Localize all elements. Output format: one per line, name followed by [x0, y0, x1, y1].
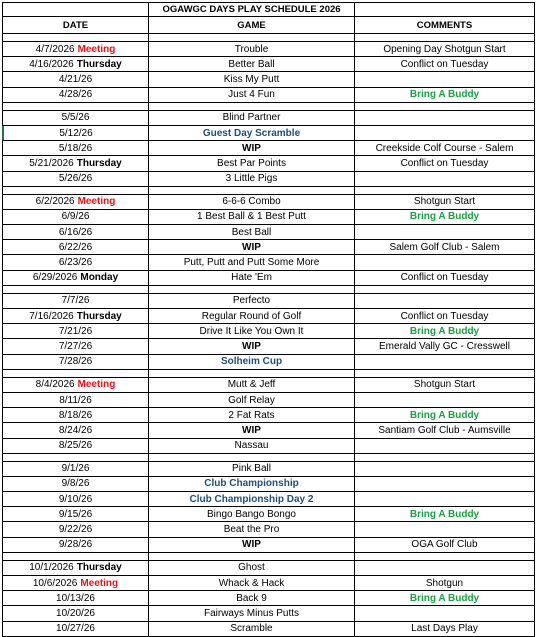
game-name: 2 Fat Rats	[228, 409, 275, 421]
game-cell[interactable]	[149, 309, 355, 323]
date-cell[interactable]	[2, 622, 149, 636]
date-cell[interactable]	[2, 439, 149, 453]
date-cell[interactable]	[2, 141, 149, 155]
game-cell[interactable]	[149, 294, 355, 308]
date-value: 10/20/26	[56, 607, 95, 619]
schedule-row	[2, 408, 535, 423]
date-value: 6/2/2026	[35, 196, 75, 208]
date-cell[interactable]	[2, 378, 149, 392]
comment-cell[interactable]	[355, 477, 535, 491]
comment-cell[interactable]	[355, 378, 535, 392]
comment-text: Conflict on Tuesday	[400, 157, 489, 169]
schedule-row	[2, 271, 535, 286]
comment-cell[interactable]	[355, 72, 535, 86]
date-cell[interactable]	[2, 271, 149, 285]
game-cell[interactable]	[149, 141, 355, 155]
date-cell[interactable]	[2, 492, 149, 506]
game-cell[interactable]	[149, 126, 355, 140]
date-value: 9/1/26	[61, 463, 90, 475]
date-value: 8/4/2026	[35, 379, 75, 391]
date-cell[interactable]	[2, 72, 149, 86]
game-cell[interactable]	[149, 591, 355, 605]
date-cell[interactable]	[2, 393, 149, 407]
spacer-cell[interactable]	[2, 454, 149, 461]
game-cell[interactable]	[149, 393, 355, 407]
game-cell[interactable]	[149, 57, 355, 71]
game-cell[interactable]	[149, 606, 355, 620]
header-row	[2, 17, 535, 34]
spacer-cell[interactable]	[149, 103, 355, 110]
game-name: Drive It Like You Own It	[199, 325, 304, 337]
game-cell[interactable]	[149, 492, 355, 506]
comment-text: Shotgun	[425, 577, 464, 589]
comment-cell[interactable]	[355, 88, 535, 102]
date-value: 9/15/26	[58, 508, 93, 520]
date-cell[interactable]	[2, 255, 149, 269]
schedule-row	[2, 439, 535, 454]
comment-cell[interactable]	[355, 294, 535, 308]
date-cell[interactable]	[2, 538, 149, 552]
game-cell[interactable]	[149, 324, 355, 338]
game-cell[interactable]	[149, 538, 355, 552]
comment-text: OGA Golf Club	[411, 539, 478, 551]
game-name: Hate 'Em	[231, 272, 272, 284]
spacer-cell[interactable]	[149, 553, 355, 560]
schedule-row	[2, 462, 535, 477]
date-cell[interactable]	[2, 172, 149, 186]
schedule-row	[2, 141, 535, 156]
date-value: 5/5/26	[61, 112, 90, 124]
date-cell[interactable]	[2, 225, 149, 239]
comment-cell[interactable]	[355, 255, 535, 269]
schedule-title[interactable]: OGAWGC DAYS PLAY SCHEDULE 2026	[149, 3, 355, 16]
spacer-row	[2, 454, 535, 462]
date-cell[interactable]	[2, 195, 149, 209]
game-cell[interactable]	[149, 111, 355, 125]
date-note: Meeting	[80, 577, 119, 589]
game-cell[interactable]	[149, 210, 355, 224]
schedule-row	[2, 156, 535, 171]
comment-cell[interactable]	[355, 339, 535, 353]
comment-cell[interactable]	[355, 423, 535, 437]
spacer-cell[interactable]	[355, 370, 535, 377]
comment-text: Conflict on Tuesday	[400, 310, 489, 322]
date-note: Thursday	[76, 562, 122, 574]
game-cell[interactable]	[149, 561, 355, 575]
comment-text: Emerald Vally GC - Cresswell	[379, 340, 510, 352]
date-value: 5/21/2026	[29, 157, 74, 169]
date-value: 4/28/26	[58, 89, 93, 101]
date-cell[interactable]	[2, 591, 149, 605]
comment-cell[interactable]	[355, 324, 535, 338]
date-note: Meeting	[77, 43, 116, 55]
schedule-sheet	[2, 2, 535, 637]
schedule-row	[2, 378, 535, 393]
game-name: Solheim Cup	[220, 356, 283, 368]
comments-header[interactable]: COMMENTS	[355, 17, 535, 33]
schedule-row	[2, 57, 535, 72]
spacer-cell[interactable]	[149, 286, 355, 293]
date-cell[interactable]	[2, 576, 149, 590]
schedule-row	[2, 255, 535, 270]
schedule-row	[2, 111, 535, 126]
date-value: 4/7/2026	[35, 43, 75, 55]
schedule-row	[2, 88, 535, 103]
game-name: Bingo Bango Bongo	[207, 508, 296, 520]
date-cell[interactable]	[2, 240, 149, 254]
spacer-cell[interactable]	[2, 286, 149, 293]
comment-cell[interactable]	[355, 538, 535, 552]
spacer-cell[interactable]	[149, 187, 355, 194]
schedule-row	[2, 622, 535, 637]
date-note: Monday	[80, 272, 119, 284]
schedule-row	[2, 225, 535, 240]
comment-text: Santiam Golf Club - Aumsville	[378, 424, 511, 436]
comment-cell[interactable]	[355, 225, 535, 239]
comment-cell[interactable]	[355, 462, 535, 476]
date-cell[interactable]	[2, 210, 149, 224]
date-value: 4/21/26	[58, 73, 93, 85]
comment-text: Salem Golf Club - Salem	[389, 241, 500, 253]
date-value: 7/16/2026	[29, 310, 74, 322]
comment-cell[interactable]	[355, 591, 535, 605]
game-name: Best Ball	[231, 226, 272, 238]
game-cell[interactable]	[149, 255, 355, 269]
comment-text: Creekside Colf Course - Salem	[375, 142, 514, 154]
schedule-row	[2, 393, 535, 408]
comment-cell[interactable]	[355, 576, 535, 590]
date-value: 9/10/26	[58, 493, 93, 505]
game-name: Blind Partner	[222, 112, 281, 124]
date-value: 10/6/2026	[32, 577, 78, 589]
spacer-cell[interactable]	[2, 370, 149, 377]
date-value: 7/28/26	[58, 356, 93, 368]
date-cell[interactable]	[2, 126, 149, 140]
date-value: 6/23/26	[58, 257, 93, 269]
spacer-row	[2, 34, 535, 42]
game-name: Mutt & Jeff	[227, 379, 276, 391]
date-cell[interactable]	[2, 156, 149, 170]
spacer-cell[interactable]	[2, 34, 149, 41]
comment-cell[interactable]	[355, 408, 535, 422]
date-value: 8/25/26	[58, 440, 93, 452]
comment-cell[interactable]	[355, 141, 535, 155]
date-value: 8/11/26	[59, 394, 92, 406]
schedule-row	[2, 538, 535, 553]
game-cell[interactable]	[149, 477, 355, 491]
date-note: Thursday	[76, 310, 122, 322]
game-name: Best Par Points	[217, 157, 286, 169]
comment-cell[interactable]	[355, 172, 535, 186]
spacer-cell[interactable]	[149, 454, 355, 461]
title-row	[2, 2, 535, 17]
comment-cell[interactable]	[355, 195, 535, 209]
comment-text: Bring A Buddy	[409, 211, 480, 223]
date-cell[interactable]	[2, 111, 149, 125]
date-value: 7/21/26	[58, 325, 93, 337]
game-name: WIP	[242, 241, 261, 253]
schedule-row	[2, 477, 535, 492]
comment-cell[interactable]	[355, 561, 535, 575]
schedule-row	[2, 507, 535, 522]
spacer-cell[interactable]	[2, 553, 149, 560]
schedule-row	[2, 42, 535, 57]
game-name: Putt, Putt and Putt Some More	[183, 257, 320, 269]
schedule-row	[2, 195, 535, 210]
game-cell[interactable]	[149, 72, 355, 86]
game-cell[interactable]	[149, 240, 355, 254]
game-cell[interactable]	[149, 423, 355, 437]
game-cell[interactable]	[149, 355, 355, 369]
date-cell[interactable]	[2, 324, 149, 338]
comment-text: Opening Day Shotgun Start	[383, 43, 506, 55]
comment-text: Bring A Buddy	[409, 592, 480, 604]
comment-text: Conflict on Tuesday	[400, 272, 489, 284]
schedule-row	[2, 294, 535, 309]
date-cell[interactable]	[2, 408, 149, 422]
date-cell[interactable]	[2, 57, 149, 71]
schedule-row	[2, 576, 535, 591]
game-cell[interactable]	[149, 172, 355, 186]
schedule-row	[2, 324, 535, 339]
comment-cell[interactable]	[355, 57, 535, 71]
game-name: WIP	[242, 539, 261, 551]
comment-cell[interactable]	[355, 210, 535, 224]
date-value: 6/22/26	[58, 241, 93, 253]
date-cell[interactable]	[2, 294, 149, 308]
game-name: Scramble	[230, 623, 273, 635]
game-cell[interactable]	[149, 408, 355, 422]
game-cell[interactable]	[149, 339, 355, 353]
schedule-row	[2, 492, 535, 507]
spacer-row	[2, 553, 535, 561]
comment-cell[interactable]	[355, 522, 535, 536]
schedule-rows	[2, 34, 535, 637]
spacer-cell[interactable]	[355, 187, 535, 194]
game-name: Beat the Pro	[223, 524, 280, 536]
comment-cell[interactable]	[355, 126, 535, 140]
game-cell[interactable]	[149, 439, 355, 453]
date-value: 10/1/2026	[29, 562, 74, 574]
game-name: Back 9	[236, 592, 267, 604]
spacer-cell[interactable]	[2, 187, 149, 194]
spacer-cell[interactable]	[149, 370, 355, 377]
date-cell[interactable]	[2, 462, 149, 476]
comment-cell[interactable]	[355, 507, 535, 521]
spacer-cell[interactable]	[149, 34, 355, 41]
spacer-row	[2, 370, 535, 378]
comment-text: Bring A Buddy	[409, 409, 480, 421]
game-cell[interactable]	[149, 156, 355, 170]
schedule-row	[2, 423, 535, 438]
comment-cell[interactable]	[355, 492, 535, 506]
spacer-cell[interactable]	[355, 34, 535, 41]
game-name: Pink Ball	[232, 463, 271, 475]
comment-text: Last Days Play	[411, 623, 478, 635]
game-name: Whack & Hack	[218, 577, 285, 589]
game-name: 1 Best Ball & 1 Best Putt	[197, 211, 306, 223]
date-note: Meeting	[77, 379, 116, 391]
date-value: 5/26/26	[58, 173, 93, 185]
date-value: 5/18/26	[58, 142, 93, 154]
game-name: Kiss My Putt	[223, 73, 280, 85]
schedule-row	[2, 339, 535, 354]
comment-text: Shotgun Start	[413, 196, 476, 208]
title-blank-cell[interactable]	[355, 3, 535, 16]
game-name: Fairways Minus Putts	[203, 607, 300, 619]
comment-text: Bring A Buddy	[409, 508, 480, 520]
game-cell[interactable]	[149, 622, 355, 636]
schedule-row	[2, 591, 535, 606]
schedule-row	[2, 522, 535, 537]
spacer-cell[interactable]	[355, 103, 535, 110]
date-value: 8/18/26	[58, 409, 93, 421]
date-cell[interactable]	[2, 477, 149, 491]
comment-cell[interactable]	[355, 42, 535, 56]
game-cell[interactable]	[149, 522, 355, 536]
game-cell[interactable]	[149, 507, 355, 521]
game-name: Trouble	[234, 43, 269, 55]
date-value: 10/13/26	[56, 592, 95, 604]
date-cell[interactable]	[2, 423, 149, 437]
spacer-cell[interactable]	[355, 454, 535, 461]
game-name: WIP	[242, 142, 261, 154]
schedule-row	[2, 561, 535, 576]
date-cell[interactable]	[2, 606, 149, 620]
spacer-cell[interactable]	[355, 286, 535, 293]
game-name: Regular Round of Golf	[201, 310, 302, 322]
date-cell[interactable]	[2, 522, 149, 536]
comment-cell[interactable]	[355, 271, 535, 285]
date-value: 10/27/26	[56, 623, 95, 635]
game-name: WIP	[242, 424, 261, 436]
game-name: Perfecto	[232, 295, 271, 307]
date-value: 6/9/26	[61, 211, 90, 223]
date-note: Thursday	[76, 58, 122, 70]
date-cell[interactable]	[2, 339, 149, 353]
date-header[interactable]: DATE	[2, 17, 149, 33]
date-cell[interactable]	[2, 355, 149, 369]
game-name: Better Ball	[228, 58, 275, 70]
game-name: Guest Day Scramble	[202, 127, 301, 139]
spacer-row	[2, 187, 535, 195]
date-cell[interactable]	[2, 88, 149, 102]
comment-cell[interactable]	[355, 439, 535, 453]
comment-cell[interactable]	[355, 309, 535, 323]
date-value: 4/16/2026	[29, 58, 74, 70]
game-name: Golf Relay	[228, 394, 275, 406]
game-header[interactable]: GAME	[149, 17, 355, 33]
date-value: 9/28/26	[58, 539, 93, 551]
game-name: 6-6-6 Combo	[222, 196, 281, 208]
comment-text: Conflict on Tuesday	[400, 58, 489, 70]
schedule-row	[2, 355, 535, 370]
date-value: 9/22/26	[58, 524, 93, 536]
game-cell[interactable]	[149, 88, 355, 102]
date-value: 6/29/2026	[32, 272, 78, 284]
game-cell[interactable]	[149, 195, 355, 209]
spacer-cell[interactable]	[2, 103, 149, 110]
comment-text: Bring A Buddy	[409, 325, 480, 337]
schedule-row	[2, 606, 535, 621]
date-cell[interactable]	[2, 309, 149, 323]
schedule-row	[2, 126, 535, 141]
game-cell[interactable]	[149, 225, 355, 239]
schedule-row	[2, 240, 535, 255]
schedule-row	[2, 172, 535, 187]
date-cell[interactable]	[2, 42, 149, 56]
spacer-cell[interactable]	[355, 553, 535, 560]
game-name: 3 Little Pigs	[225, 173, 278, 185]
schedule-row	[2, 72, 535, 87]
comment-cell[interactable]	[355, 622, 535, 636]
game-cell[interactable]	[149, 576, 355, 590]
spacer-row	[2, 286, 535, 294]
date-value: 8/24/26	[58, 424, 93, 436]
comment-cell[interactable]	[355, 355, 535, 369]
date-note: Thursday	[76, 157, 122, 169]
comment-cell[interactable]	[355, 606, 535, 620]
schedule-row	[2, 309, 535, 324]
game-cell[interactable]	[149, 271, 355, 285]
schedule-row	[2, 210, 535, 225]
comment-cell[interactable]	[355, 156, 535, 170]
date-value: 7/7/26	[61, 295, 90, 307]
comment-cell[interactable]	[355, 111, 535, 125]
comment-text: Bring A Buddy	[409, 89, 480, 101]
game-name: Nassau	[234, 440, 269, 452]
game-cell[interactable]	[149, 378, 355, 392]
date-value: 7/27/26	[58, 340, 93, 352]
game-name: Just 4 Fun	[228, 89, 275, 101]
game-name: Ghost	[238, 562, 265, 574]
game-name: WIP	[242, 340, 261, 352]
date-value: 6/16/26	[58, 226, 93, 238]
game-cell[interactable]	[149, 42, 355, 56]
date-value: 9/8/26	[61, 478, 90, 490]
spacer-row	[2, 103, 535, 111]
game-cell[interactable]	[149, 462, 355, 476]
date-cell[interactable]	[2, 561, 149, 575]
game-name: Club Championship Day 2	[189, 493, 314, 505]
date-value: 5/12/26	[59, 127, 93, 139]
comment-text: Shotgun Start	[413, 379, 476, 391]
title-blank-cell[interactable]	[2, 3, 149, 16]
date-cell[interactable]	[2, 507, 149, 521]
date-note: Meeting	[77, 196, 116, 208]
game-name: Club Championship	[204, 478, 299, 490]
comment-cell[interactable]	[355, 240, 535, 254]
comment-cell[interactable]	[355, 393, 535, 407]
